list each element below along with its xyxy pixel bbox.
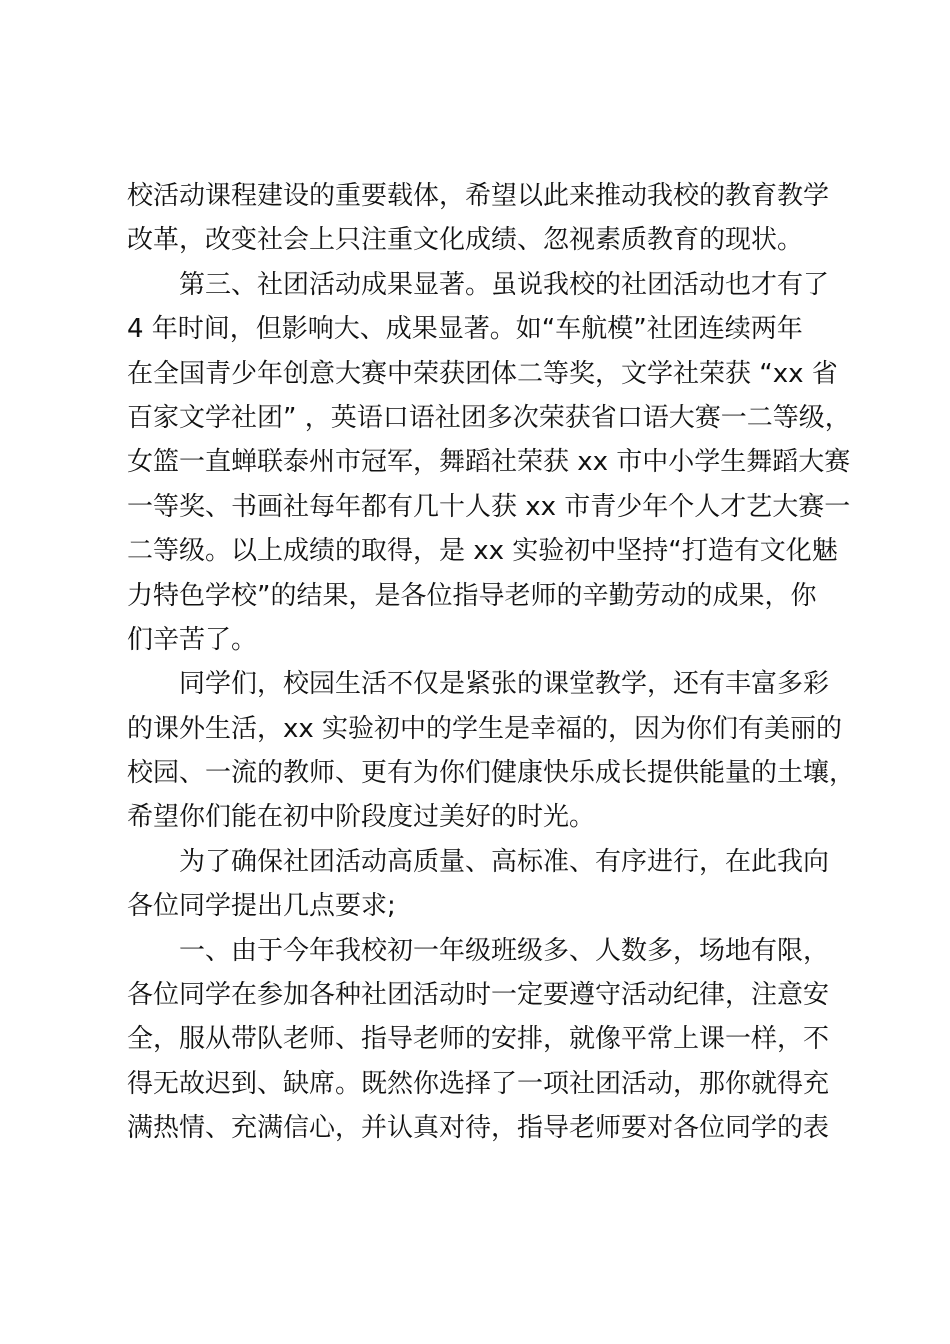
text-line: 二等级。以上成绩的取得，是 xx 实验初中坚持“打造有文化魅 — [127, 536, 838, 567]
text-line: 校园、一流的教师、更有为你们健康快乐成长提供能量的土壤， — [127, 758, 856, 789]
text-line: 一等奖、书画社每年都有几十人获 xx 市青少年个人才艺大赛一 — [127, 491, 851, 522]
text-line: 女篮一直蝉联泰州市冠军，舞蹈社荣获 xx 市中小学生舞蹈大赛 — [127, 447, 851, 478]
text-line: 为了确保社团活动高质量、高标准、有序进行，在此我向 — [179, 846, 830, 877]
text-line: 各位同学提出几点要求; — [127, 891, 396, 922]
text-line: 得无故迟到、缺席。既然你选择了一项社团活动，那你就得充 — [127, 1068, 830, 1099]
text-line: 百家文学社团” ，英语口语社团多次荣获省口语大赛一二等级， — [127, 402, 851, 433]
text-line: 一、由于今年我校初一年级班级多、人数多，场地有限， — [179, 935, 830, 966]
text-line: 的课外生活，xx 实验初中的学生是幸福的，因为你们有美丽的 — [127, 713, 843, 744]
text-line: 在全国青少年创意大赛中荣获团体二等奖，文学社荣获 “xx 省 — [127, 358, 838, 389]
text-line: 全，服从带队老师、指导老师的安排，就像平常上课一样，不 — [127, 1024, 830, 1055]
text-line: 校活动课程建设的重要载体，希望以此来推动我校的教育教学 — [127, 181, 830, 211]
text-line: 们辛苦了。 — [127, 624, 258, 655]
text-line: 各位同学在参加各种社团活动时一定要遵守活动纪律，注意安 — [127, 980, 830, 1011]
text-line: 4 年时间，但影响大、成果显著。如“车航模”社团连续两年 — [127, 314, 803, 345]
text-line: 力特色学校”的结果，是各位指导老师的辛勤劳动的成果，你 — [127, 580, 817, 611]
text-line: 改革，改变社会上只注重文化成绩、忽视素质教育的现状。 — [127, 225, 804, 256]
text-line: 希望你们能在初中阶段度过美好的时光。 — [127, 802, 596, 833]
text-line: 满热情、充满信心，并认真对待，指导老师要对各位同学的表 — [127, 1113, 830, 1144]
text-line: 同学们，校园生活不仅是紧张的课堂教学，还有丰富多彩 — [179, 669, 830, 700]
body-text — [127, 174, 856, 1151]
text-line: 第三、社团活动成果显著。虽说我校的社团活动也才有了 — [179, 269, 830, 300]
